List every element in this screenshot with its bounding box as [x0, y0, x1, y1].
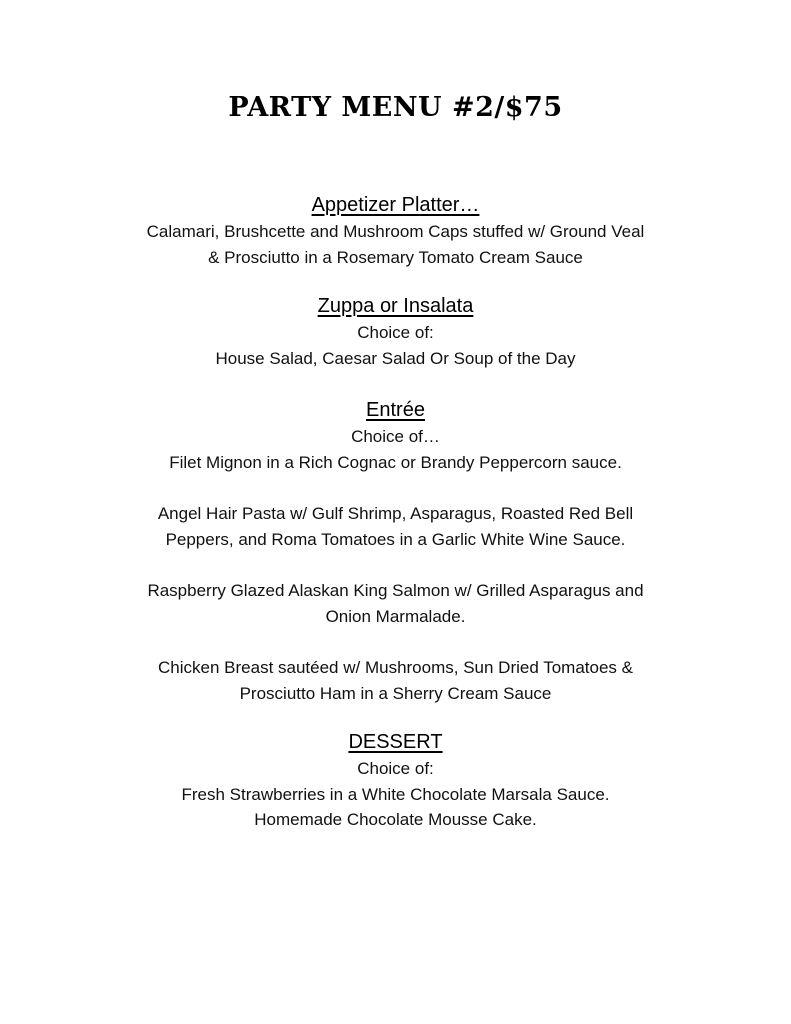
menu-line: Choice of: [357, 759, 434, 778]
section-heading-appetizer: Appetizer Platter… [311, 194, 480, 216]
menu-item-salmon: Raspberry Glazed Alaskan King Salmon w/ Grilled Asparagus and [147, 581, 644, 600]
menu-line: & Prosciutto in a Rosemary Tomato Cream Sauce [208, 247, 583, 267]
section-entree [0, 396, 791, 706]
section-dessert [0, 728, 791, 833]
menu-item-salmon: Onion Marmalade. [325, 606, 466, 626]
menu-item-pasta: Angel Hair Pasta w/ Gulf Shrimp, Asparagus, Roasted Red Bell [157, 504, 634, 523]
menu-line: Calamari, Brushcette and Mushroom Caps stuffed w/ Ground Veal [146, 222, 645, 241]
menu-line: Choice of: [357, 323, 434, 342]
menu-item-filet: Filet Mignon in a Rich Cognac or Brandy Peppercorn sauce. [169, 452, 622, 472]
menu-item-chicken: Chicken Breast sautéed w/ Mushrooms, Sun Dried Tomatoes & [158, 658, 633, 677]
section-heading-zuppa: Zuppa or Insalata [317, 295, 474, 317]
section-heading-entree: Entrée [366, 399, 425, 421]
menu-line: Homemade Chocolate Mousse Cake. [254, 810, 537, 829]
menu-item-chicken: Prosciutto Ham in a Sherry Cream Sauce [239, 683, 552, 703]
section-appetizer [0, 191, 791, 270]
menu-line: House Salad, Caesar Salad Or Soup of the Day [215, 348, 576, 368]
section-heading-dessert: DESSERT [348, 731, 443, 753]
menu-line: Fresh Strawberries in a White Chocolate Marsala Sauce. [181, 784, 610, 804]
menu-line: Choice of… [351, 427, 440, 446]
menu-item-pasta: Peppers, and Roma Tomatoes in a Garlic White Wine Sauce. [165, 529, 626, 549]
menu-title: PARTY MENU #2/$75 [228, 92, 563, 123]
section-zuppa [0, 292, 791, 371]
